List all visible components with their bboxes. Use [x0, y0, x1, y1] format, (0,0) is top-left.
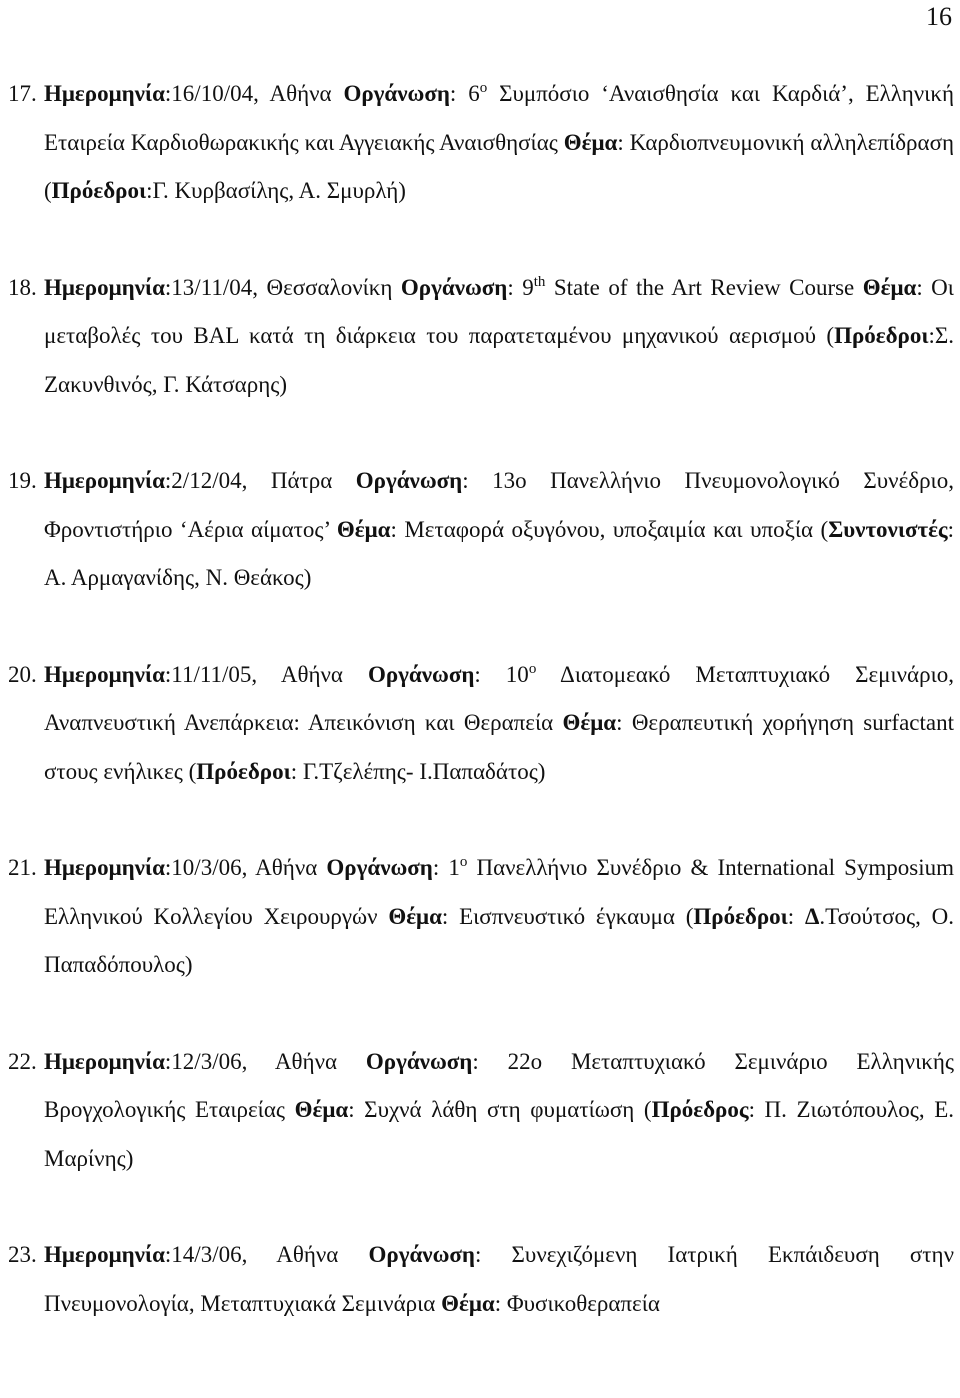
bold-label: Οργάνωση [367, 661, 475, 687]
list-item [8, 264, 954, 410]
bold-label: Ημερομηνία [44, 274, 165, 300]
entry-number: 19. [8, 468, 37, 493]
entry-number: 21. [8, 855, 37, 880]
bold-label: Πρόεδρος [651, 1097, 749, 1122]
text-segment: : Μεταφορά οξυγόνου, υποξαιμία και υποξία ( [390, 516, 829, 542]
entry-list [8, 70, 954, 1376]
text-segment: : Συχνά λάθη στη φυματίωση ( [348, 1097, 652, 1122]
text-segment: : 22ο Μεταπτυχιακό Σεμινάριο Ελληνικής Βρογχολογικής Εταιρείας [44, 1048, 954, 1122]
bold-label: Θέμα [563, 129, 618, 155]
bold-label: Θέμα [441, 1290, 495, 1316]
text-segment: : 6 [449, 81, 480, 106]
bold-label: Ημερομηνία [44, 81, 165, 106]
bold-label: Ημερομηνία [44, 468, 165, 493]
text-segment: Διατομεακό Μεταπτυχιακό Σεμινάριο, Αναπνευστική Ανεπάρκεια: Απεικόνιση και Θεραπεία [44, 661, 955, 735]
text-segment: : 10 [474, 661, 529, 687]
text-segment: : Γ.Τζελέπης- Ι.Παπαδάτος) [290, 758, 546, 784]
list-item [8, 457, 954, 603]
text-segment: State of the Art Review Course [545, 274, 863, 300]
list-item [8, 1231, 954, 1328]
list-item [8, 844, 954, 990]
bold-label: Οργάνωση [365, 1048, 473, 1074]
entry-text [44, 457, 954, 603]
text-segment: :11/11/05, Αθήνα [164, 661, 368, 687]
text-segment: : 13ο Πανελλήνιο Πνευμονολογικό Συνέδριο, Φροντιστήριο ‘Αέρια αίματος’ [44, 468, 954, 542]
superscript: ο [528, 660, 537, 677]
text-segment: : Οι μεταβολές του BAL κατά τη διάρκεια του παρατεταμένου μηχανικού αερισμού ( [44, 274, 954, 348]
bold-label: Οργάνωση [368, 1242, 475, 1267]
entry-number: 17. [8, 81, 37, 106]
text-segment: : [787, 903, 805, 929]
entry-text [44, 651, 954, 797]
text-segment: .Τσούτσος, Ο. Παπαδόπουλος) [44, 903, 954, 977]
text-segment: :12/3/06, Αθήνα [164, 1048, 366, 1074]
entry-number: 20. [8, 661, 37, 687]
text-segment: :14/3/06, Αθήνα [164, 1242, 369, 1267]
text-segment: :Σ. Ζακυνθινός, Γ. Κάτσαρης) [44, 323, 954, 397]
entry-text [44, 70, 954, 216]
bold-label: Πρόεδροι [51, 178, 147, 203]
bold-label: Θέμα [862, 274, 917, 300]
entry-number: 23. [8, 1242, 37, 1267]
text-segment: : 9 [507, 274, 534, 300]
bold-label: Θέμα [294, 1097, 349, 1122]
text-segment: : 1 [432, 855, 460, 880]
text-segment: Συμπόσιο ‘Αναισθησία και Καρδιά’, Ελληνική Εταιρεία Καρδιοθωρακικής και Αγγειακής Αναισθησίας [44, 81, 954, 155]
bold-label: Ημερομηνία [44, 1242, 165, 1267]
bold-label: Ημερομηνία [44, 855, 165, 880]
entry-text [44, 264, 954, 410]
text-segment: : Π. Ζιωτόπουλος, Ε. Μαρίνης) [44, 1097, 954, 1171]
bold-label: Θέμα [388, 903, 442, 929]
superscript: ο [479, 80, 488, 96]
bold-label: Πρόεδροι [196, 758, 291, 784]
text-segment: Πανελλήνιο Συνέδριο & International Symposium Ελληνικού Κολλεγίου Χειρουργών [44, 855, 954, 929]
text-segment: : Εισπνευστικό έγκαυμα ( [441, 903, 694, 929]
bold-label: Οργάνωση [355, 468, 463, 493]
list-item [8, 70, 954, 216]
list-item [8, 651, 954, 797]
bold-label: Ημερομηνία [44, 661, 165, 687]
bold-label: Θέμα [562, 710, 617, 735]
entry-number: 22. [8, 1048, 37, 1074]
text-segment: :13/11/04, Θεσσαλονίκη [164, 274, 401, 300]
superscript: ο [459, 854, 468, 870]
bold-label: Οργάνωση [400, 274, 508, 300]
text-segment: :10/3/06, Αθήνα [164, 855, 327, 880]
entry-text [44, 844, 954, 990]
bold-label: Οργάνωση [343, 81, 450, 106]
list-item [8, 1038, 954, 1184]
text-segment: : Θεραπευτική χορήγηση surfactant στους ενήλικες ( [44, 710, 954, 784]
text-segment: :Γ. Κυρβασίλης, Α. Σμυρλή) [146, 178, 406, 203]
entry-text [44, 1231, 954, 1328]
text-segment: : Φυσικοθεραπεία [494, 1290, 660, 1316]
bold-label: Πρόεδροι [834, 323, 929, 348]
text-segment: : Α. Αρμαγανίδης, Ν. Θεάκος) [44, 516, 954, 590]
entry-number: 18. [8, 274, 37, 300]
entry-text [44, 1038, 954, 1184]
text-segment: :2/12/04, Πάτρα [164, 468, 356, 493]
text-segment: :16/10/04, Αθήνα [164, 81, 344, 106]
bold-label: Θέμα [336, 516, 391, 542]
page-number: 16 [926, 2, 952, 31]
bold-label: Πρόεδροι [693, 903, 788, 929]
superscript: th [533, 273, 546, 290]
text-segment: : Καρδιοπνευμονική αλληλεπίδραση ( [44, 129, 954, 203]
bold-label: Δ [804, 903, 820, 929]
text-segment: : Συνεχιζόμενη Ιατρική Εκπάιδευση στην Πνευμονολογία, Μεταπτυχιακά Σεμινάρια [44, 1242, 954, 1316]
bold-label: Ημερομηνία [44, 1048, 165, 1074]
bold-label: Οργάνωση [326, 855, 433, 880]
bold-label: Συντονιστές [828, 516, 948, 542]
